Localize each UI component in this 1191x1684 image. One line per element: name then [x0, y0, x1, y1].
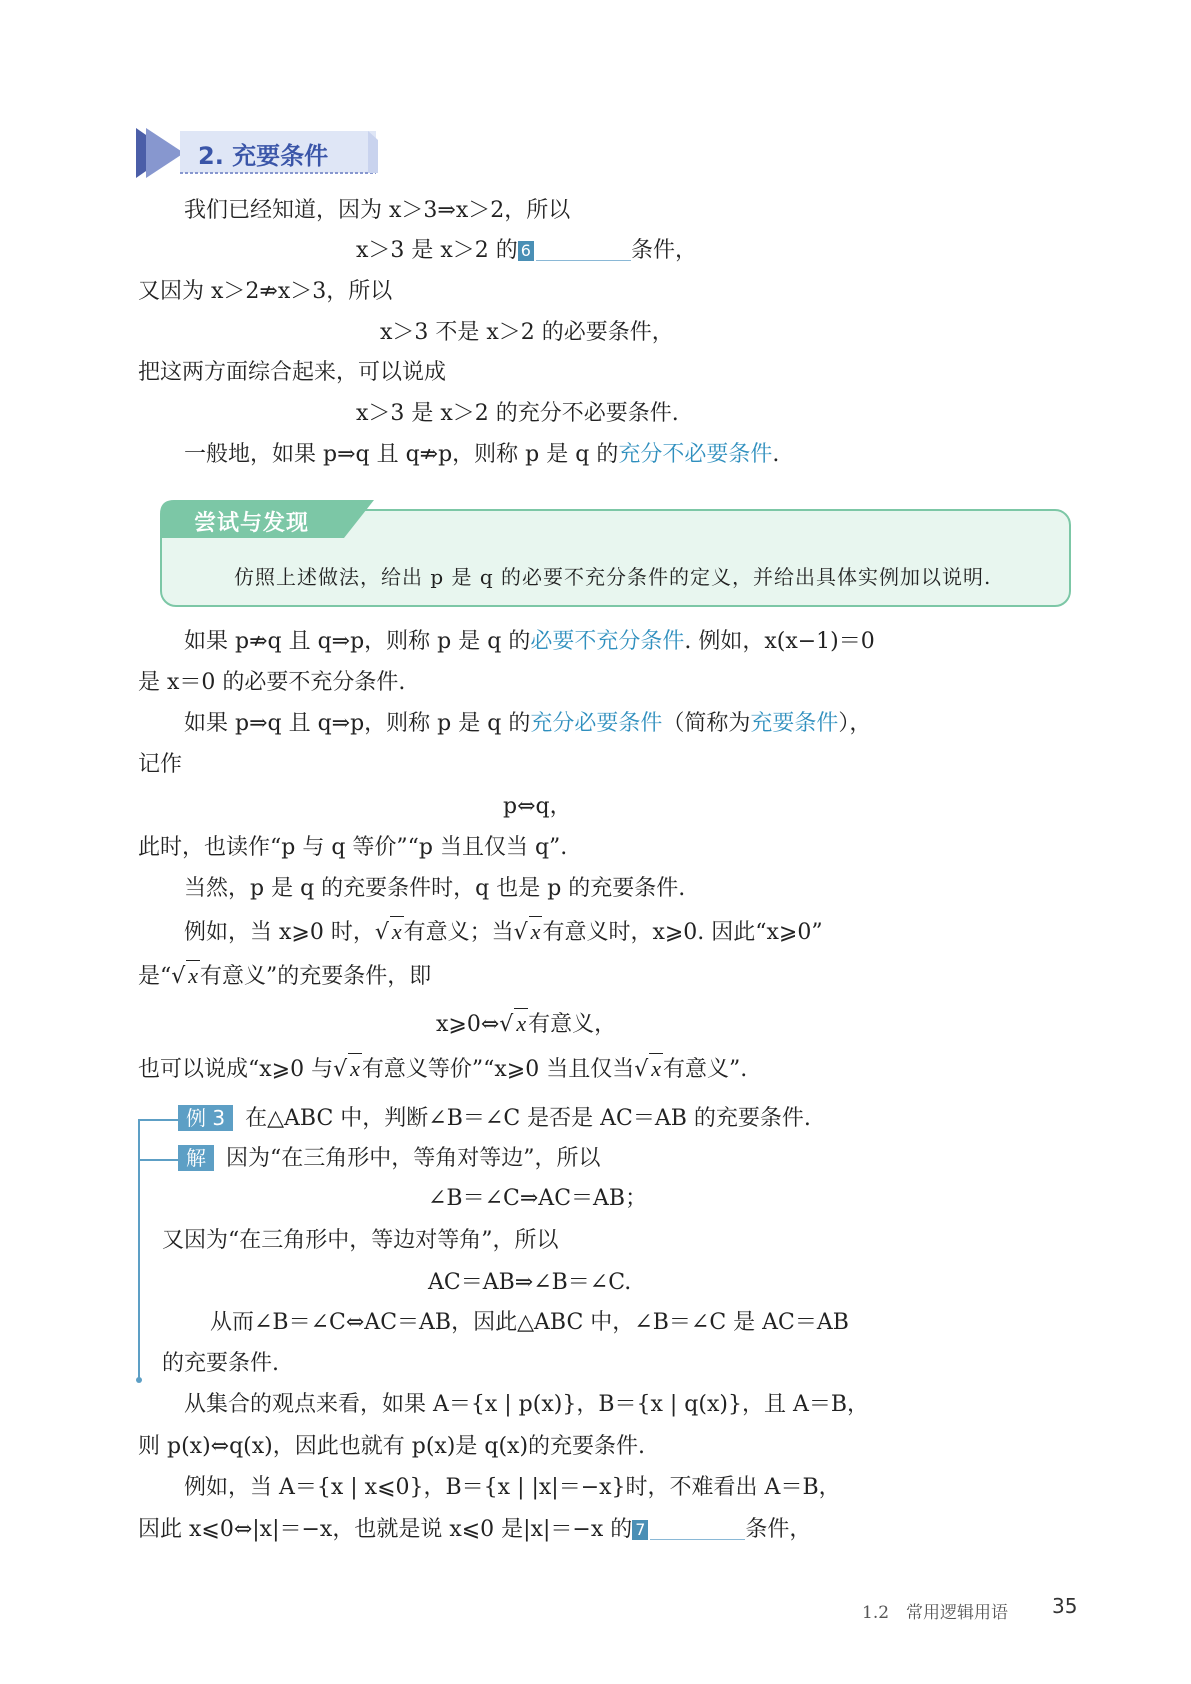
- sqrt-x-3: x: [186, 960, 200, 991]
- term-iff-condition: 充要条件: [750, 711, 839, 736]
- solution-line-5: 从而∠B＝∠C⇔AC＝AB，因此△ABC 中，∠B＝∠C 是 AC＝AB: [210, 1310, 849, 1335]
- sqrt-x-5: x: [348, 1053, 362, 1084]
- try-discover-prompt: 仿照上述做法，给出 p 是 q 的必要不充分条件的定义，并给出具体实例加以说明.: [234, 565, 992, 589]
- text-line-22: [138, 1515, 811, 1545]
- text-line-2b: 条件，: [630, 238, 697, 263]
- text-line-20: 则 p(x)⇔q(x)，因此也就有 p(x)是 q(x)的充要条件.: [138, 1434, 646, 1459]
- text-line-15b: 有意义；当: [403, 920, 514, 945]
- solution-line-6: 的充要条件.: [162, 1351, 279, 1376]
- text-line-16a: 是“: [138, 964, 172, 989]
- term-necessary-and-sufficient: 充分必要条件: [530, 711, 663, 736]
- solution-line-4: AC＝AB⇒∠B＝∠C.: [428, 1270, 632, 1295]
- text-line-3: 又因为 x＞2⇏x＞3，所以: [138, 279, 393, 304]
- text-line-18c: 有意义”.: [663, 1057, 748, 1082]
- blank-7-line[interactable]: [650, 1519, 745, 1540]
- text-line-4: x＞3 不是 x＞2 的必要条件，: [380, 320, 674, 345]
- blank-6-line[interactable]: [536, 240, 631, 261]
- bracket-end-dot: [136, 1377, 142, 1383]
- term-necessary-not-sufficient: 必要不充分条件: [530, 629, 685, 654]
- text-line-10a: 如果 p⇒q 且 q⇒p，则称 p 是 q 的: [184, 711, 531, 736]
- example-tag: 例 3: [178, 1105, 233, 1131]
- text-line-16: 是“√ x有意义”的充要条件，即: [138, 960, 431, 992]
- sqrt-x-4: x: [514, 1008, 528, 1039]
- text-line-18b: 有意义等价”“x⩾0 当且仅当: [361, 1057, 635, 1082]
- text-line-10b: ），: [838, 711, 872, 736]
- text-line-22b: 条件，: [745, 1517, 812, 1542]
- footer-section: 1.2 常用逻辑用语: [862, 1603, 1009, 1623]
- try-discover-label: 尝试与发现: [194, 511, 310, 536]
- text-line-8b: . 例如，x(x−1)＝0: [684, 629, 875, 654]
- solution-line-3: 又因为“在三角形中，等边对等角”，所以: [162, 1228, 559, 1253]
- text-line-6: x＞3 是 x＞2 的充分不必要条件.: [356, 401, 679, 426]
- example-text: 在△ABC 中，判断∠B＝∠C 是否是 AC＝AB 的充要条件.: [245, 1106, 811, 1131]
- solution-line-1: [178, 1144, 601, 1174]
- text-line-16b: 有意义”的充要条件，即: [200, 964, 432, 989]
- solution-text-1: 因为“在三角形中，等角对等边”，所以: [226, 1146, 601, 1171]
- text-line-17a: x⩾0⇔: [436, 1012, 500, 1037]
- text-line-15c: 有意义时，x⩾0. 因此“x⩾0”: [542, 920, 823, 945]
- section-heading: [136, 128, 386, 178]
- example-3: [178, 1104, 811, 1134]
- text-line-2a: x＞3 是 x＞2 的: [356, 238, 518, 263]
- text-line-10: [184, 709, 871, 739]
- text-line-21: 例如，当 A＝{x | x⩽0}，B＝{x | |x|＝−x}时，不难看出 A＝B，: [184, 1475, 841, 1500]
- text-line-15: 例如，当 x⩾0 时，√ x有意义；当√ x有意义时，x⩾0. 因此“x⩾0”: [184, 916, 823, 948]
- solution-line-2: ∠B＝∠C⇒AC＝AB；: [428, 1186, 648, 1211]
- blank-7-number: 7: [632, 1520, 648, 1540]
- bracket-tick-1: [140, 1119, 180, 1121]
- text-line-17b: 有意义，: [528, 1012, 617, 1037]
- page-number: 35: [1052, 1594, 1078, 1618]
- section-title: 2. 充要条件: [198, 142, 329, 170]
- text-line-5: 把这两方面综合起来，可以说成: [138, 360, 447, 385]
- text-line-19: 从集合的观点来看，如果 A＝{x | p(x)}，B＝{x | q(x)}，且 A＝B，: [184, 1392, 870, 1417]
- text-line-17: x⩾0⇔√ x有意义，: [436, 1008, 616, 1040]
- blank-6-number: 6: [518, 241, 534, 261]
- text-line-8a: 如果 p⇏q 且 q⇒p，则称 p 是 q 的: [184, 629, 531, 654]
- text-line-7b: .: [772, 442, 780, 467]
- text-line-7: [184, 440, 779, 470]
- sqrt-x-1: x: [390, 916, 404, 947]
- text-line-7a: 一般地，如果 p⇒q 且 q⇏p，则称 p 是 q 的: [184, 442, 619, 467]
- bracket-tick-2: [140, 1159, 180, 1161]
- text-line-8: [184, 627, 875, 657]
- sqrt-x-6: x: [649, 1053, 663, 1084]
- term-sufficient-not-necessary: 充分不必要条件: [618, 442, 773, 467]
- text-line-18: 也可以说成“x⩾0 与√ x有意义等价”“x⩾0 当且仅当√ x有意义”.: [138, 1053, 747, 1085]
- text-line-11: 记作: [138, 752, 183, 777]
- try-discover-tab: [160, 500, 380, 538]
- text-line-22a: 因此 x⩽0⇔|x|＝−x，也就是说 x⩽0 是|x|＝−x 的: [138, 1517, 633, 1542]
- text-line-12: p⇔q，: [503, 794, 572, 819]
- text-line-2: [356, 236, 697, 266]
- text-line-14: 当然，p 是 q 的充要条件时，q 也是 p 的充要条件.: [184, 876, 686, 901]
- solution-tag: 解: [178, 1145, 214, 1171]
- text-line-10m: （简称为: [662, 711, 751, 736]
- text-line-13: 此时，也读作“p 与 q 等价”“p 当且仅当 q”.: [138, 835, 568, 860]
- text-line-9: 是 x＝0 的必要不充分条件.: [138, 670, 406, 695]
- text-line-15a: 例如，当 x⩾0 时，: [184, 920, 375, 945]
- sqrt-x-2: x: [529, 916, 543, 947]
- text-line-18a: 也可以说成“x⩾0 与: [138, 1057, 334, 1082]
- text-line-1: 我们已经知道，因为 x＞3⇒x＞2，所以: [184, 198, 571, 223]
